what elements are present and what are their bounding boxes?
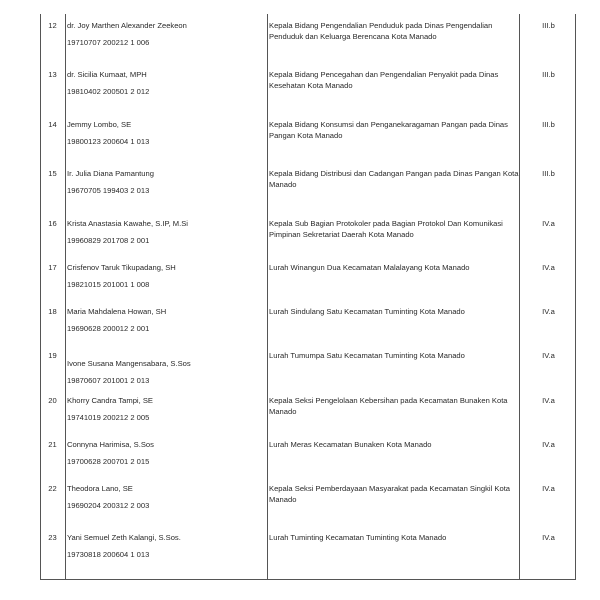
position-line-1: Lurah Tuminting Kecamatan Tuminting Kota Manado xyxy=(269,533,447,542)
employee-name: Yani Semuel Zeth Kalangi, S.Sos. xyxy=(67,533,181,542)
table-row xyxy=(40,14,576,54)
position-line-1: Lurah Winangun Dua Kecamatan Malalayang Kota Manado xyxy=(269,263,470,272)
employee-name: Connyna Harimisa, S.Sos xyxy=(67,440,154,449)
employee-nip: 19821015 201001 1 008 xyxy=(67,280,150,289)
position-title xyxy=(269,395,519,417)
position-line-1: Kepala Seksi Pengelolaan Kebersihan pada Kecamatan Bunaken Kota xyxy=(269,396,508,405)
table-row xyxy=(40,256,576,296)
employee-name: Ir. Julia Diana Pamantung xyxy=(67,169,154,178)
position-title xyxy=(269,20,519,42)
table-row xyxy=(40,63,576,103)
rank-grade: III.b xyxy=(542,21,555,30)
employee-name: Maria Mahdalena Howan, SH xyxy=(67,307,167,316)
table-row xyxy=(40,113,576,153)
rank-grade: IV.a xyxy=(542,484,555,493)
position-title xyxy=(269,262,519,273)
rank-grade: IV.a xyxy=(542,307,555,316)
employee-nip: 19960829 201708 2 001 xyxy=(67,236,150,245)
position-title xyxy=(269,119,519,141)
position-title xyxy=(269,306,519,317)
rank-grade: IV.a xyxy=(542,533,555,542)
rank-grade: III.b xyxy=(542,120,555,129)
rank-grade: IV.a xyxy=(542,351,555,360)
employee-name: dr. Sicilia Kumaat, MPH xyxy=(67,70,147,79)
employee-name: Khorry Candra Tampi, SE xyxy=(67,396,153,405)
employee-nip: 19690628 200012 2 001 xyxy=(67,324,150,333)
table-row xyxy=(40,433,576,473)
position-line-2: Penduduk dan Keluarga Berencana Kota Manado xyxy=(269,32,437,41)
row-number: 20 xyxy=(48,396,57,405)
position-line-1: Kepala Sub Bagian Protokoler pada Bagian Protokol Dan Komunikasi xyxy=(269,219,503,228)
row-number: 17 xyxy=(48,263,57,272)
position-line-1: Lurah Tumumpa Satu Kecamatan Tuminting Kota Manado xyxy=(269,351,465,360)
rank-grade: III.b xyxy=(542,70,555,79)
position-title xyxy=(269,483,519,505)
position-title xyxy=(269,532,519,543)
rank-grade: IV.a xyxy=(542,219,555,228)
position-title xyxy=(269,168,519,190)
position-line-1: Lurah Meras Kecamatan Bunaken Kota Manado xyxy=(269,440,432,449)
employee-nip: 19710707 200212 1 006 xyxy=(67,38,150,47)
row-number: 15 xyxy=(48,169,57,178)
employee-name: dr. Joy Marthen Alexander Zeekeon xyxy=(67,21,187,30)
employee-nip: 19690204 200312 2 003 xyxy=(67,501,150,510)
table-row xyxy=(40,300,576,340)
position-line-2: Manado xyxy=(269,180,297,189)
employee-nip: 19730818 200604 1 013 xyxy=(67,550,150,559)
position-title xyxy=(269,218,519,240)
employee-nip: 19741019 200212 2 005 xyxy=(67,413,150,422)
employee-name: Theodora Lano, SE xyxy=(67,484,133,493)
position-line-1: Lurah Sindulang Satu Kecamatan Tuminting Kota Manado xyxy=(269,307,465,316)
table-row xyxy=(40,526,576,566)
row-number: 22 xyxy=(48,484,57,493)
employee-nip: 19700628 200701 2 015 xyxy=(67,457,150,466)
employee-name: Krista Anastasia Kawahe, S.IP, M.Si xyxy=(67,219,188,228)
position-title xyxy=(269,350,519,361)
table-row xyxy=(40,344,576,384)
rank-grade: IV.a xyxy=(542,263,555,272)
employee-name: Jemmy Lombo, SE xyxy=(67,120,132,129)
table-row xyxy=(40,389,576,429)
position-line-2: Pimpinan Sekretariat Daerah Kota Manado xyxy=(269,230,414,239)
row-number: 16 xyxy=(48,219,57,228)
position-line-2: Manado xyxy=(269,407,297,416)
position-line-2: Pangan Kota Manado xyxy=(269,131,343,140)
position-title xyxy=(269,69,519,91)
row-number: 23 xyxy=(48,533,57,542)
position-line-1: Kepala Seksi Pemberdayaan Masyarakat pada Kecamatan Singkil Kota xyxy=(269,484,511,493)
rank-grade: IV.a xyxy=(542,440,555,449)
employee-nip: 19800123 200604 1 013 xyxy=(67,137,150,146)
table-row xyxy=(40,477,576,517)
row-number: 14 xyxy=(48,120,57,129)
employee-name: Ivone Susana Mangensabara, S.Sos xyxy=(67,359,191,368)
rank-grade: IV.a xyxy=(542,396,555,405)
position-line-1: Kepala Bidang Pengendalian Penduduk pada Dinas Pengendalian xyxy=(269,21,493,30)
employee-nip: 19670705 199403 2 013 xyxy=(67,186,150,195)
table-row xyxy=(40,162,576,202)
row-number: 19 xyxy=(48,351,57,360)
table-row xyxy=(40,212,576,252)
row-number: 21 xyxy=(48,440,57,449)
row-number: 13 xyxy=(48,70,57,79)
position-line-2: Kesehatan Kota Manado xyxy=(269,81,353,90)
position-line-1: Kepala Bidang Distribusi dan Cadangan Pangan pada Dinas Pangan Kota xyxy=(269,169,519,178)
rank-grade: III.b xyxy=(542,169,555,178)
employee-name: Crisfenov Taruk Tikupadang, SH xyxy=(67,263,176,272)
position-line-1: Kepala Bidang Pencegahan dan Pengendalian Penyakit pada Dinas xyxy=(269,70,499,79)
position-title xyxy=(269,439,519,450)
row-number: 12 xyxy=(48,21,57,30)
row-number: 18 xyxy=(48,307,57,316)
employee-nip: 19870607 201001 2 013 xyxy=(67,376,150,385)
position-line-2: Manado xyxy=(269,495,297,504)
employee-nip: 19810402 200501 2 012 xyxy=(67,87,150,96)
position-line-1: Kepala Bidang Konsumsi dan Penganekaragaman Pangan pada Dinas xyxy=(269,120,508,129)
